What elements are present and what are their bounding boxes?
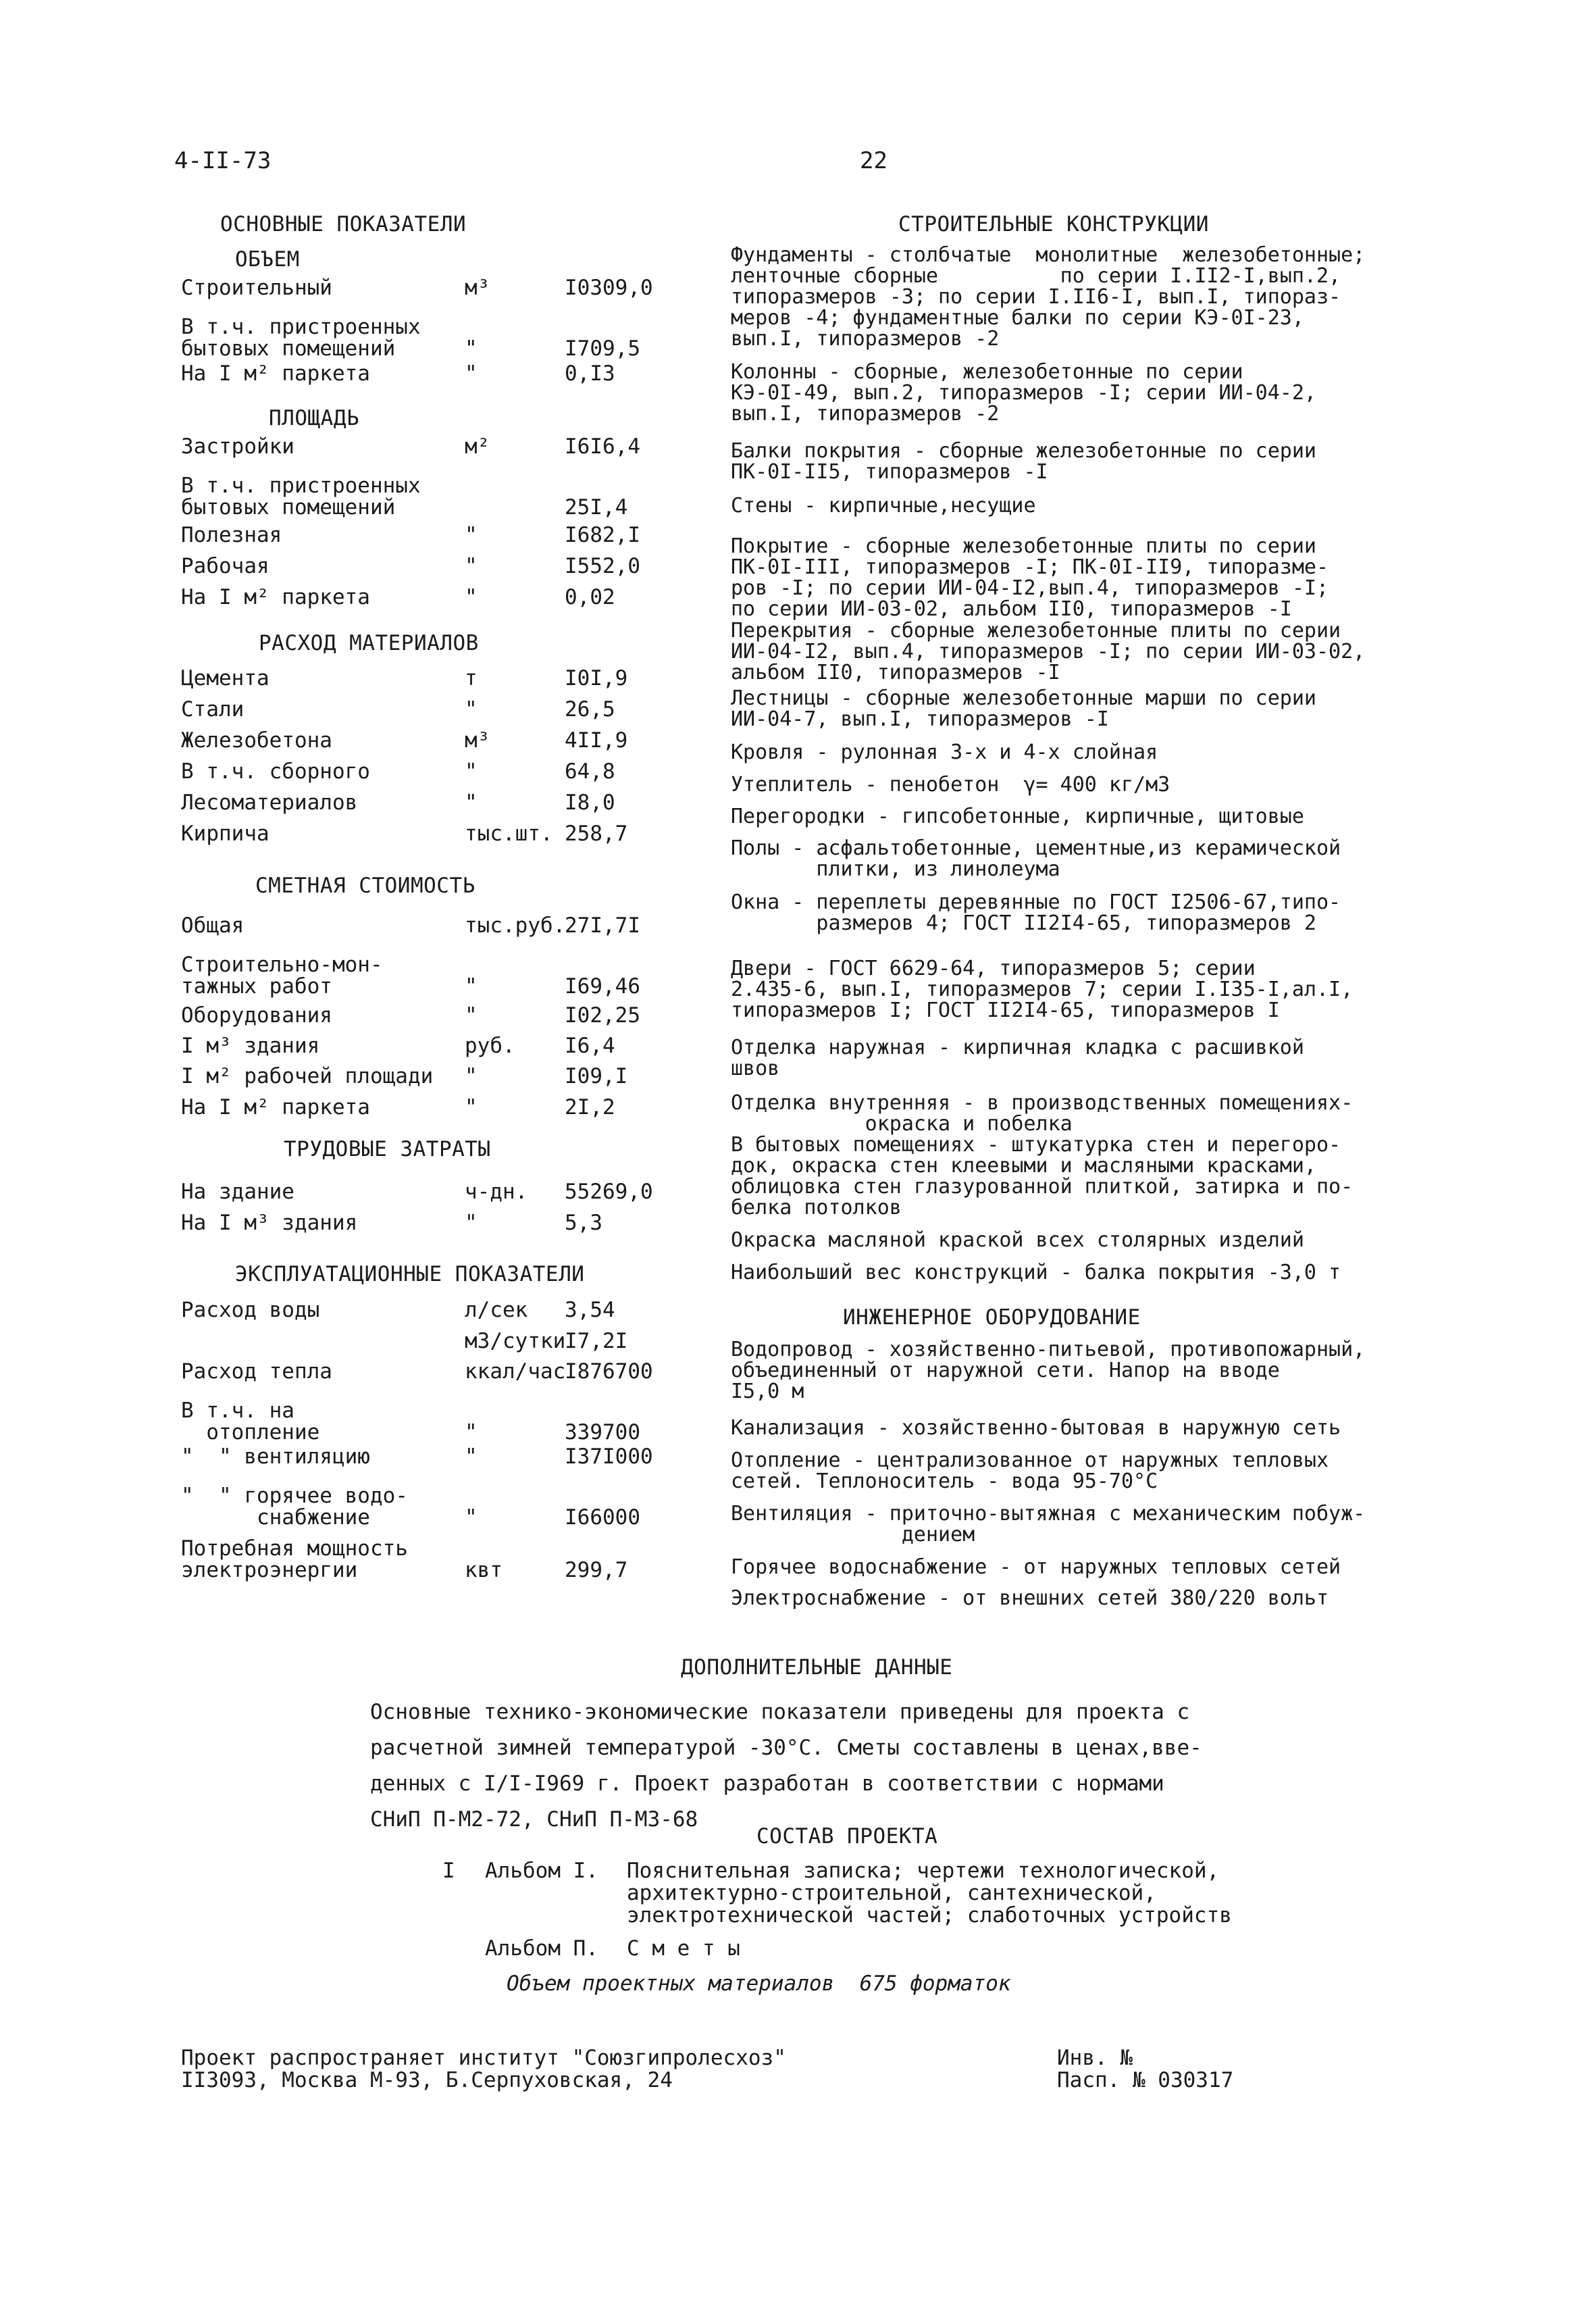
- indicator-unit: ": [465, 523, 478, 547]
- indicator-row: [181, 823, 667, 854]
- indicator-unit: ": [465, 1505, 478, 1530]
- indicator-row: [181, 1299, 667, 1330]
- indicator-value: 299,7: [565, 1558, 628, 1582]
- indicator-row: [181, 915, 667, 946]
- indicator-unit: ": [465, 974, 478, 999]
- project-volume: Объем проектных материалов 675 форматок: [507, 1971, 1011, 1996]
- indicator-label: Строительно-мон- тажных работ: [181, 953, 383, 999]
- indicator-row: [181, 1065, 667, 1097]
- indicator-row: [181, 1484, 667, 1530]
- indicator-label: Цемента: [181, 666, 269, 690]
- indicator-unit: ": [465, 1095, 478, 1120]
- construction-item: Стены - кирпичные,несущие: [731, 494, 1036, 518]
- indicator-unit: ": [465, 1211, 478, 1235]
- indicator-row: [181, 1536, 667, 1582]
- equipment-item: Вентиляция - приточно-вытяжная с механическим побуж- дением: [731, 1502, 1366, 1546]
- indicator-label: Лесоматериалов: [181, 790, 358, 815]
- indicator-row: [181, 1446, 667, 1477]
- equipment-item: Отопление - централизованное от наружных тепловых сетей. Теплоноситель - вода 95-70°С: [731, 1449, 1329, 1493]
- indicator-value: I6I6,4: [565, 434, 640, 459]
- indicator-label: Рабочая: [181, 554, 269, 578]
- indicator-value: I8,0: [565, 790, 615, 815]
- indicator-unit: м³: [465, 276, 490, 300]
- indicator-row: [181, 1035, 667, 1066]
- section-heading: ЭКСПЛУАТАЦИОННЫЕ ПОКАЗАТЕЛИ: [235, 1262, 585, 1286]
- indicator-value: I682,I: [565, 523, 640, 547]
- indicator-unit: ": [465, 1444, 478, 1469]
- construction-item: Наибольший вес конструкций - балка покрытия -3,0 т: [731, 1261, 1341, 1284]
- construction-item: Окна - переплеты деревянные по ГОСТ I2506-67,типо- размеров 4; ГОСТ II2I4-65, типоразмеров 2: [731, 890, 1341, 935]
- additional-data-title: ДОПОЛНИТЕЛЬНЫЕ ДАННЫЕ: [681, 1655, 953, 1680]
- indicator-label: " " вентиляцию: [181, 1444, 370, 1469]
- construction-item: Колонны - сборные, железобетонные по серии КЭ-0I-49, вып.2, типоразмеров -I; серии ИИ-04-2, вып.I, типоразмеров -2: [731, 360, 1316, 426]
- indicator-value: 258,7: [565, 822, 628, 846]
- indicator-row: [181, 1361, 667, 1392]
- indicator-row: [181, 668, 667, 699]
- construction-item: Утеплитель - пенобетон γ= 400 кг/м3: [731, 773, 1170, 797]
- indicator-label: На I м² паркета: [181, 361, 370, 386]
- indicator-row: [181, 761, 667, 792]
- construction-item: Перегородки - гипсобетонные, кирпичные, щитовые: [731, 805, 1304, 828]
- indicator-unit: ": [465, 1003, 478, 1028]
- indicator-label: Потребная мощность электроэнергии: [181, 1536, 408, 1582]
- construction-item: Отделка наружная - кирпичная кладка с расшивкой швов: [731, 1036, 1304, 1080]
- section-heading: РАСХОД МАТЕРИАЛОВ: [259, 631, 479, 655]
- indicator-label: На I м³ здания: [181, 1211, 358, 1235]
- indicator-label: В т.ч. на отопление: [181, 1399, 320, 1444]
- indicator-unit: ": [465, 585, 478, 609]
- indicator-unit: тыс.руб.: [465, 913, 566, 938]
- indicator-unit: ": [465, 361, 478, 386]
- indicator-unit: л/сек: [465, 1298, 528, 1322]
- album-1-label: Альбом I.: [485, 1859, 598, 1883]
- indicator-label: В т.ч. пристроенных бытовых помещений: [181, 315, 421, 361]
- indicator-unit: тыс.шт.: [465, 822, 553, 846]
- indicator-label: В т.ч. пристроенных бытовых помещений: [181, 474, 421, 520]
- indicator-unit: ": [465, 759, 478, 784]
- section-heading: ПЛОЩАДЬ: [269, 406, 360, 430]
- indicator-value: 5,3: [565, 1211, 602, 1235]
- indicator-value: 25I,4: [565, 495, 628, 520]
- indicator-value: I37I000: [565, 1444, 653, 1469]
- indicator-value: I6,4: [565, 1034, 615, 1058]
- indicator-label: Строительный: [181, 276, 332, 300]
- indicator-value: I09,I: [565, 1064, 628, 1088]
- indicator-row: [181, 953, 667, 999]
- indicator-label: I м² рабочей площади: [181, 1064, 434, 1088]
- indicator-value: I02,25: [565, 1003, 640, 1028]
- equipment-item: Горячее водоснабжение - от наружных тепловых сетей: [731, 1555, 1341, 1579]
- construction-item: Отделка внутренняя - в производственных помещениях- окраска и побелка В бытовых помещениях - штукатурка стен и перегоро- док, окраска стен клеевыми и масляными красками, облицовка стен глазурованной плиткой, затирка и по- белка потолков: [731, 1091, 1354, 1219]
- indicator-unit: ": [465, 1420, 478, 1444]
- indicator-label: I м³ здания: [181, 1034, 320, 1058]
- indicator-value: 27I,7I: [565, 913, 640, 938]
- construction-item: Полы - асфальтобетонные, цементные,из керамической плитки, из линолеума: [731, 836, 1341, 881]
- equipment-title: ИНЖЕНЕРНОЕ ОБОРУДОВАНИЕ: [843, 1305, 1141, 1330]
- indicator-unit: руб.: [465, 1034, 515, 1058]
- indicator-unit: м³: [465, 728, 490, 753]
- indicator-row: [181, 277, 667, 308]
- construction-title: СТРОИТЕЛЬНЫЕ КОНСТРУКЦИИ: [898, 212, 1209, 236]
- indicator-value: I69,46: [565, 974, 640, 999]
- indicator-label: Расход тепла: [181, 1359, 332, 1384]
- section-heading: СМЕТНАЯ СТОИМОСТЬ: [255, 874, 475, 898]
- indicator-row: [181, 586, 667, 618]
- indicator-label: Кирпича: [181, 822, 269, 846]
- construction-item: Лестницы - сборные железобетонные марши по серии ИИ-04-7, вып.I, типоразмеров -I: [731, 686, 1316, 731]
- indicator-value: 3,54: [565, 1298, 615, 1322]
- indicator-unit: квт: [465, 1558, 503, 1582]
- indicator-unit: ": [465, 1064, 478, 1088]
- indicator-unit: ": [465, 697, 478, 722]
- album-2-text: С м е т ы: [627, 1936, 740, 1961]
- indicator-row: [181, 1181, 667, 1212]
- construction-item: Перекрытия - сборные железобетонные плиты по серии ИИ-04-I2, вып.4, типоразмеров -I; по серии ИИ-03-02, альбом II0, типоразмеров -I: [731, 619, 1366, 684]
- indicator-unit: ": [465, 790, 478, 815]
- indicator-label: На I м² паркета: [181, 585, 370, 609]
- indicator-unit: т: [465, 666, 478, 690]
- indicator-unit: м²: [465, 434, 490, 459]
- indicator-unit: ч-дн.: [465, 1180, 528, 1204]
- passport-number: Пасп. № 030317: [1057, 2068, 1234, 2092]
- indicator-value: 26,5: [565, 697, 615, 722]
- indicator-value: 0,02: [565, 585, 615, 609]
- indicator-value: I876700: [565, 1359, 653, 1384]
- indicator-row: [181, 524, 667, 555]
- indicator-value: 55269,0: [565, 1180, 653, 1204]
- album-2-label: Альбом П.: [485, 1936, 598, 1961]
- construction-item: Двери - ГОСТ 6629-64, типоразмеров 5; серии 2.435-6, вып.I, типоразмеров 7; серии I.I35-I,ал.I, типоразмеров I; ГОСТ II2I4-65, типоразмеров I: [731, 957, 1354, 1022]
- equipment-item: Канализация - хозяйственно-бытовая в наружную сеть: [731, 1416, 1341, 1440]
- indicator-row: [181, 363, 667, 394]
- indicator-row: [181, 315, 667, 361]
- construction-item: Кровля - рулонная 3-х и 4-х слойная: [731, 740, 1158, 764]
- construction-item: Окраска масляной краской всех столярных изделий: [731, 1228, 1304, 1252]
- document-code: 4-II-73: [174, 147, 272, 174]
- indicator-label: На I м² паркета: [181, 1095, 370, 1120]
- equipment-item: Электроснабжение - от внешних сетей 380/220 вольт: [731, 1586, 1329, 1610]
- indicator-value: I552,0: [565, 554, 640, 578]
- indicator-row: [181, 730, 667, 761]
- additional-data-text: Основные технико-экономические показатели приведены для проекта с расчетной зимней температурой -30°С. Сметы составлены в ценах,вве- денных с I/I-I969 г. Проект разработан в соответствии с нормами СНиП П-М2-72, СНиП П-М3-68: [370, 1700, 1202, 1832]
- indicator-label: Полезная: [181, 523, 282, 547]
- indicator-value: 0,I3: [565, 361, 615, 386]
- indicator-value: I709,5: [565, 336, 640, 361]
- indicator-label: В т.ч. сборного: [181, 759, 370, 784]
- indicator-row: [181, 1399, 667, 1444]
- indicator-label: На здание: [181, 1180, 294, 1204]
- indicator-value: 64,8: [565, 759, 615, 784]
- indicator-value: I66000: [565, 1505, 640, 1530]
- album-1-text: Пояснительная записка; чертежи технологической, архитектурно-строительной, сантехнической, электротехнической частей; слаботочных устройств: [627, 1859, 1232, 1928]
- indicator-row: [181, 1097, 667, 1128]
- indicator-label: Застройки: [181, 434, 294, 459]
- indicator-label: Стали: [181, 697, 244, 722]
- indicator-unit: ": [465, 554, 478, 578]
- indicator-unit: ": [465, 336, 478, 361]
- indicator-label: " " горячее водо- снабжение: [181, 1484, 408, 1530]
- indicator-label: Оборудования: [181, 1003, 332, 1028]
- section-heading: ТРУДОВЫЕ ЗАТРАТЫ: [284, 1137, 491, 1161]
- equipment-item: Водопровод - хозяйственно-питьевой, противопожарный, объединенный от наружной сети. Напор на вводе I5,0 м: [731, 1338, 1366, 1403]
- composition-title: СОСТАВ ПРОЕКТА: [756, 1824, 938, 1848]
- indicator-row: [181, 1330, 667, 1361]
- indicator-value: 4II,9: [565, 728, 628, 753]
- section-heading: ОБЪЕМ: [235, 247, 300, 272]
- indicator-label: Железобетона: [181, 728, 332, 753]
- indicator-label: Расход воды: [181, 1298, 320, 1322]
- indicator-row: [181, 474, 667, 520]
- inventory-number: Инв. №: [1057, 2046, 1133, 2070]
- indicator-value: 339700: [565, 1420, 640, 1444]
- construction-item: Балки покрытия - сборные железобетонные по серии ПК-0I-II5, типоразмеров -I: [731, 439, 1316, 484]
- indicator-value: I7,2I: [565, 1329, 628, 1353]
- indicator-row: [181, 699, 667, 730]
- main-indicators-title: ОСНОВНЫЕ ПОКАЗАТЕЛИ: [220, 212, 467, 236]
- indicator-unit: м3/сутки: [465, 1329, 566, 1353]
- album-1-number: I: [442, 1859, 455, 1883]
- indicator-unit: ккал/час: [465, 1359, 566, 1384]
- indicator-row: [181, 792, 667, 823]
- distributor-info: Проект распространяет институт "Союзгипролесхоз" II3093, Москва М-93, Б.Серпуховская, 24: [181, 2046, 786, 2092]
- indicator-row: [181, 1212, 667, 1243]
- indicator-value: I0I,9: [565, 666, 628, 690]
- construction-item: Фундаменты - столбчатые монолитные железобетонные; ленточные сборные по серии I.II2-I,вып.2, типоразмеров -3; по серии I.II6-I, вып.I, типораз- меров -4; фундаментные балки по серии КЭ-0I-23, вып.I, типоразмеров -2: [731, 243, 1366, 351]
- indicator-value: 2I,2: [565, 1095, 615, 1120]
- construction-item: Покрытие - сборные железобетонные плиты по серии ПК-0I-III, типоразмеров -I; ПК-0I-II9, типоразме- ров -I; по серии ИИ-04-I2,вып.4, типоразмеров -I; по серии ИИ-03-02, альбом II0, типоразмеров -I: [731, 534, 1329, 621]
- indicator-label: Общая: [181, 913, 244, 938]
- indicator-row: [181, 555, 667, 586]
- indicator-row: [181, 1005, 667, 1036]
- indicator-value: I0309,0: [565, 276, 653, 300]
- indicator-row: [181, 436, 667, 467]
- page-number: 22: [860, 147, 887, 174]
